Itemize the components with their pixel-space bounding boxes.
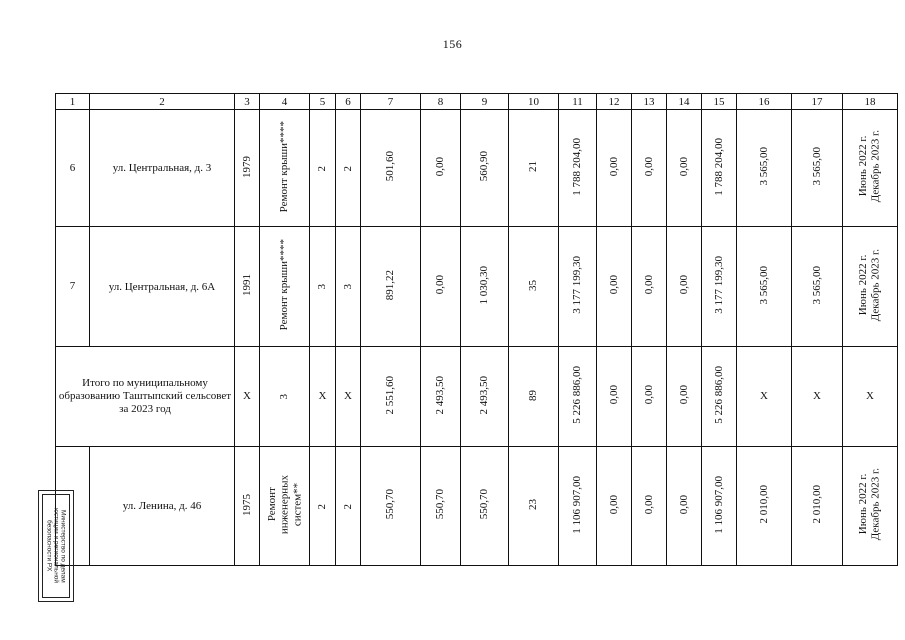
cell-c18: X (843, 347, 898, 447)
cell-c16: 2 010,00 (737, 447, 792, 566)
cell-c16: 3 565,00 (737, 110, 792, 227)
cell-c14: 0,00 (667, 447, 702, 566)
header-cell: 16 (737, 94, 792, 110)
cell-c16: 3 565,00 (737, 227, 792, 347)
header-cell: 7 (361, 94, 421, 110)
header-cell: 1 (56, 94, 90, 110)
cell-c12: 0,00 (597, 110, 632, 227)
cell-c11: 5 226 886,00 (559, 347, 597, 447)
header-cell: 15 (702, 94, 737, 110)
work-type-cell: Ремонт инженерных систем** (260, 447, 310, 566)
cell-c13: 0,00 (632, 447, 667, 566)
period-cell: Июнь 2022 г. Декабрь 2023 г. (843, 227, 898, 347)
cell-c3: X (235, 347, 260, 447)
work-type-cell: Ремонт крыши**** (260, 110, 310, 227)
cell-c14: 0,00 (667, 110, 702, 227)
work-type-cell: Ремонт крыши**** (260, 227, 310, 347)
stamp-text: Министерство по делам юстиции и региональной безопасности РХ (45, 508, 67, 584)
cell-c17: X (792, 347, 843, 447)
cell-c6: 3 (336, 227, 361, 347)
cell-c17: 3 565,00 (792, 110, 843, 227)
cell-c17: 2 010,00 (792, 447, 843, 566)
cell-c13: 0,00 (632, 227, 667, 347)
period-cell: Июнь 2022 г. Декабрь 2023 г. (843, 110, 898, 227)
year-cell: 1975 (235, 447, 260, 566)
cell-c8: 0,00 (421, 110, 461, 227)
address-cell: ул. Центральная, д. 6А (90, 227, 235, 347)
year-cell: 1991 (235, 227, 260, 347)
cell-c12: 0,00 (597, 347, 632, 447)
cell-c7: 891,22 (361, 227, 421, 347)
cell-c6: 2 (336, 447, 361, 566)
cell-c8: 2 493,50 (421, 347, 461, 447)
header-cell: 2 (90, 94, 235, 110)
cell-c8: 0,00 (421, 227, 461, 347)
address-cell: ул. Ленина, д. 46 (90, 447, 235, 566)
header-row (56, 94, 898, 110)
page-number: 156 (442, 37, 463, 51)
cell-c11: 1 788 204,00 (559, 110, 597, 227)
header-cell: 3 (235, 94, 260, 110)
cell-c9: 1 030,30 (461, 227, 509, 347)
cell-c5: 2 (310, 110, 336, 227)
cell-c16: X (737, 347, 792, 447)
header-cell: 4 (260, 94, 310, 110)
header-cell: 8 (421, 94, 461, 110)
cell-c9: 550,70 (461, 447, 509, 566)
cell-c7: 550,70 (361, 447, 421, 566)
cell-c6: X (336, 347, 361, 447)
cell-c5: 3 (310, 227, 336, 347)
period-cell: Июнь 2022 г. Декабрь 2023 г. (843, 447, 898, 566)
header-cell: 13 (632, 94, 667, 110)
cell-c9: 560,90 (461, 110, 509, 227)
header-cell: 9 (461, 94, 509, 110)
cell-c10: 21 (509, 110, 559, 227)
cell-c11: 1 106 907,00 (559, 447, 597, 566)
cell-c10: 23 (509, 447, 559, 566)
total-row (56, 347, 898, 447)
cell-c14: 0,00 (667, 227, 702, 347)
cell-c9: 2 493,50 (461, 347, 509, 447)
table-row (56, 447, 898, 566)
cell-c11: 3 177 199,30 (559, 227, 597, 347)
year-cell: 1979 (235, 110, 260, 227)
registration-stamp (38, 490, 74, 602)
cell-c15: 5 226 886,00 (702, 347, 737, 447)
cell-c12: 0,00 (597, 447, 632, 566)
cell-c15: 3 177 199,30 (702, 227, 737, 347)
cell-c7: 2 551,60 (361, 347, 421, 447)
cell-c13: 0,00 (632, 347, 667, 447)
header-cell: 17 (792, 94, 843, 110)
cell-c13: 0,00 (632, 110, 667, 227)
cell-c12: 0,00 (597, 227, 632, 347)
header-cell: 12 (597, 94, 632, 110)
cell-c6: 2 (336, 110, 361, 227)
table-row (56, 227, 898, 347)
cell-c4: 3 (260, 347, 310, 447)
cell-c5: 2 (310, 447, 336, 566)
cell-c17: 3 565,00 (792, 227, 843, 347)
cell-c8: 550,70 (421, 447, 461, 566)
cell-c15: 1 106 907,00 (702, 447, 737, 566)
header-cell: 5 (310, 94, 336, 110)
header-cell: 10 (509, 94, 559, 110)
cell-c15: 1 788 204,00 (702, 110, 737, 227)
cell-c5: X (310, 347, 336, 447)
housing-repair-table (55, 93, 898, 566)
cell-c10: 35 (509, 227, 559, 347)
total-label: Итого по муниципальному образованию Таштыпский сельсовет за 2023 год (56, 347, 235, 447)
address-cell: ул. Центральная, д. 3 (90, 110, 235, 227)
header-cell: 18 (843, 94, 898, 110)
header-cell: 11 (559, 94, 597, 110)
table-row (56, 110, 898, 227)
header-cell: 14 (667, 94, 702, 110)
row-number: 6 (56, 110, 90, 227)
header-cell: 6 (336, 94, 361, 110)
cell-c10: 89 (509, 347, 559, 447)
cell-c14: 0,00 (667, 347, 702, 447)
cell-c7: 501,60 (361, 110, 421, 227)
row-number: 7 (56, 227, 90, 347)
